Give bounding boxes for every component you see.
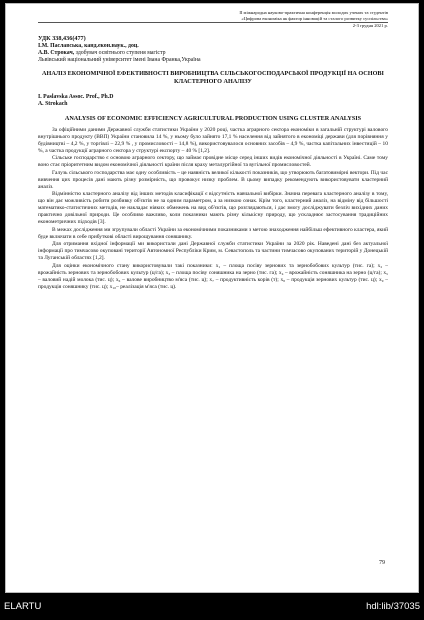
conference-line-1: ІІ міжнародна науково-практична конференція молодих учених та студентів (239, 10, 388, 15)
paragraph: За офіційними даними Державної служби статистики України у 2020 році, частка аграрного сектора економіки в загальній структурі валового внутрішнього продукту (ВВП) України становила 14 %, у ньому було зайнято 17,1 % населення від зайнятого в економіці держави (для порівняння у будівництві – 4,2 %, у торгівлі – 22,9 % , у промисловості – 14,8 %), використовувалося основних засобів – 4,9 %, частка капітальних інвестицій – 10 %, а частка продукції аграрного сектора у структурі експорту – 40 % [1,2]. (38, 127, 388, 154)
author-2-role: здобувач освітнього ступеня магістр (74, 49, 166, 56)
authors-ua (38, 43, 388, 65)
page-number: 79 (379, 560, 385, 566)
footer-bar (0, 593, 424, 620)
footer-repository-label: ELARTU (4, 601, 42, 612)
authors-en (38, 94, 388, 108)
document-page (5, 3, 419, 593)
conference-date: 2-3 грудня 2021 р. (352, 23, 388, 29)
author-1-en: I. Paslavska Assoc. Prof., Ph.D (38, 94, 114, 101)
author-1-name: І.М. Паславська, канд.екон.наук., доц. (38, 42, 139, 49)
author-2-en: A. Strokach (38, 101, 68, 108)
university: Львівський національний університет імені Івана Франка,Україна (38, 57, 201, 64)
paragraph: Галузь сільського господарства має одну особливість – це наявність великої кількості показників, що утворюють багатовимірні вектори. Під час вивчення цих процесів дані мають різну розмірність, що провокує низку проблем. В цьому випадку рекомендують використовувати кластерний аналіз. (38, 169, 388, 190)
title-en: ANALYSIS OF ECONOMIC EFFICIENCY AGRICULTURAL PRODUCTION USING CLUSTER ANALYSIS (64, 114, 362, 122)
conference-header (38, 10, 388, 29)
page-content (38, 10, 388, 291)
body-text (38, 127, 388, 290)
paragraph: Для оцінки економічного стану використовували такі показники: x₁ – площа посіву зернових та зернобобових культур (тис. га); x₂ – врожайність зернових та зернобобових культур (ц/га); x₃ – площа посіву соняшника на зерно (тис. га); x₄ – врожайність соняшника на зерно (ц/га); x₅ – валовий надій молока (тис. ц); x₆ – валове виробництво м'яса (тис. ц); x₇ – продуктивність корів (т); x₈ – продукція зернових культур (тис. ц); x₉ – продукція соняшнику (тис. ц); x₁₀– реалізація м'яса (тис. ц). (38, 262, 388, 290)
footer-handle-label: hdl:lib/37035 (366, 601, 420, 612)
title-ua: АНАЛІЗ ЕКОНОМІЧНОЇ ЕФЕКТИВНОСТІ ВИРОБНИЦТВА СІЛЬСЬКОГОСПОДАРСЬКОЇ ПРОДУКЦІЇ НА ОСНОВІ КЛАСТЕРНОГО АНАЛІЗУ (42, 70, 384, 85)
paragraph: Сільське господарство є основою аграрного сектору, що займає провідне місце серед інших видів економічної діяльності в Україні. Саме тому воно стає пріоритетним видом економічної діяльності країни після краху металургійної та вугільної промисловостей. (38, 155, 388, 169)
udk-code: УДК 338,436(477) (38, 34, 86, 42)
paragraph: Для отримання вхідної інформації ми використали дані Державної служби статистики України за 2020 рік. Наведені дані без актуальної інформації про тимчасово окуповані території Автономної Республіки Крим, м. Севастополь та частини тимчасово окупованих територій у Донецькій та Луганській областях [1,2]. (38, 241, 388, 262)
conference-line-2: «Цифрова економіка як фактор інновацій та сталого розвитку суспільства» (38, 16, 388, 24)
paragraph: Відмінністю кластерного аналізу від інших методів класифікації є відсутність навчальної вибірки. Значна перевага кластерного аналізу в тому, що він дає можливість робити розбивку об'єктів не за одним параметром, а за низкою ознак. Крім того, кластерний аналіз, на відміну від більшості математико-статистичних методів, не накладає ніяких обмежень на вид об'єктів, що розглядаються, і дає змогу досліджувати безліч вихідних даних практично довільної природи. Це особливо важливо, коли показники мають різну кількісну природу, що ускладнює застосування традиційних економетричних підходів [3]. (38, 191, 388, 226)
paragraph: В межах дослідження ми згрупували області України за економічними показниками з метою знаходження найбільш ефективного кластера, який буде включати в себе прибуткові області вирощування соняшнику. (38, 226, 388, 240)
author-2-name: А.В. Строкач, (38, 49, 75, 56)
